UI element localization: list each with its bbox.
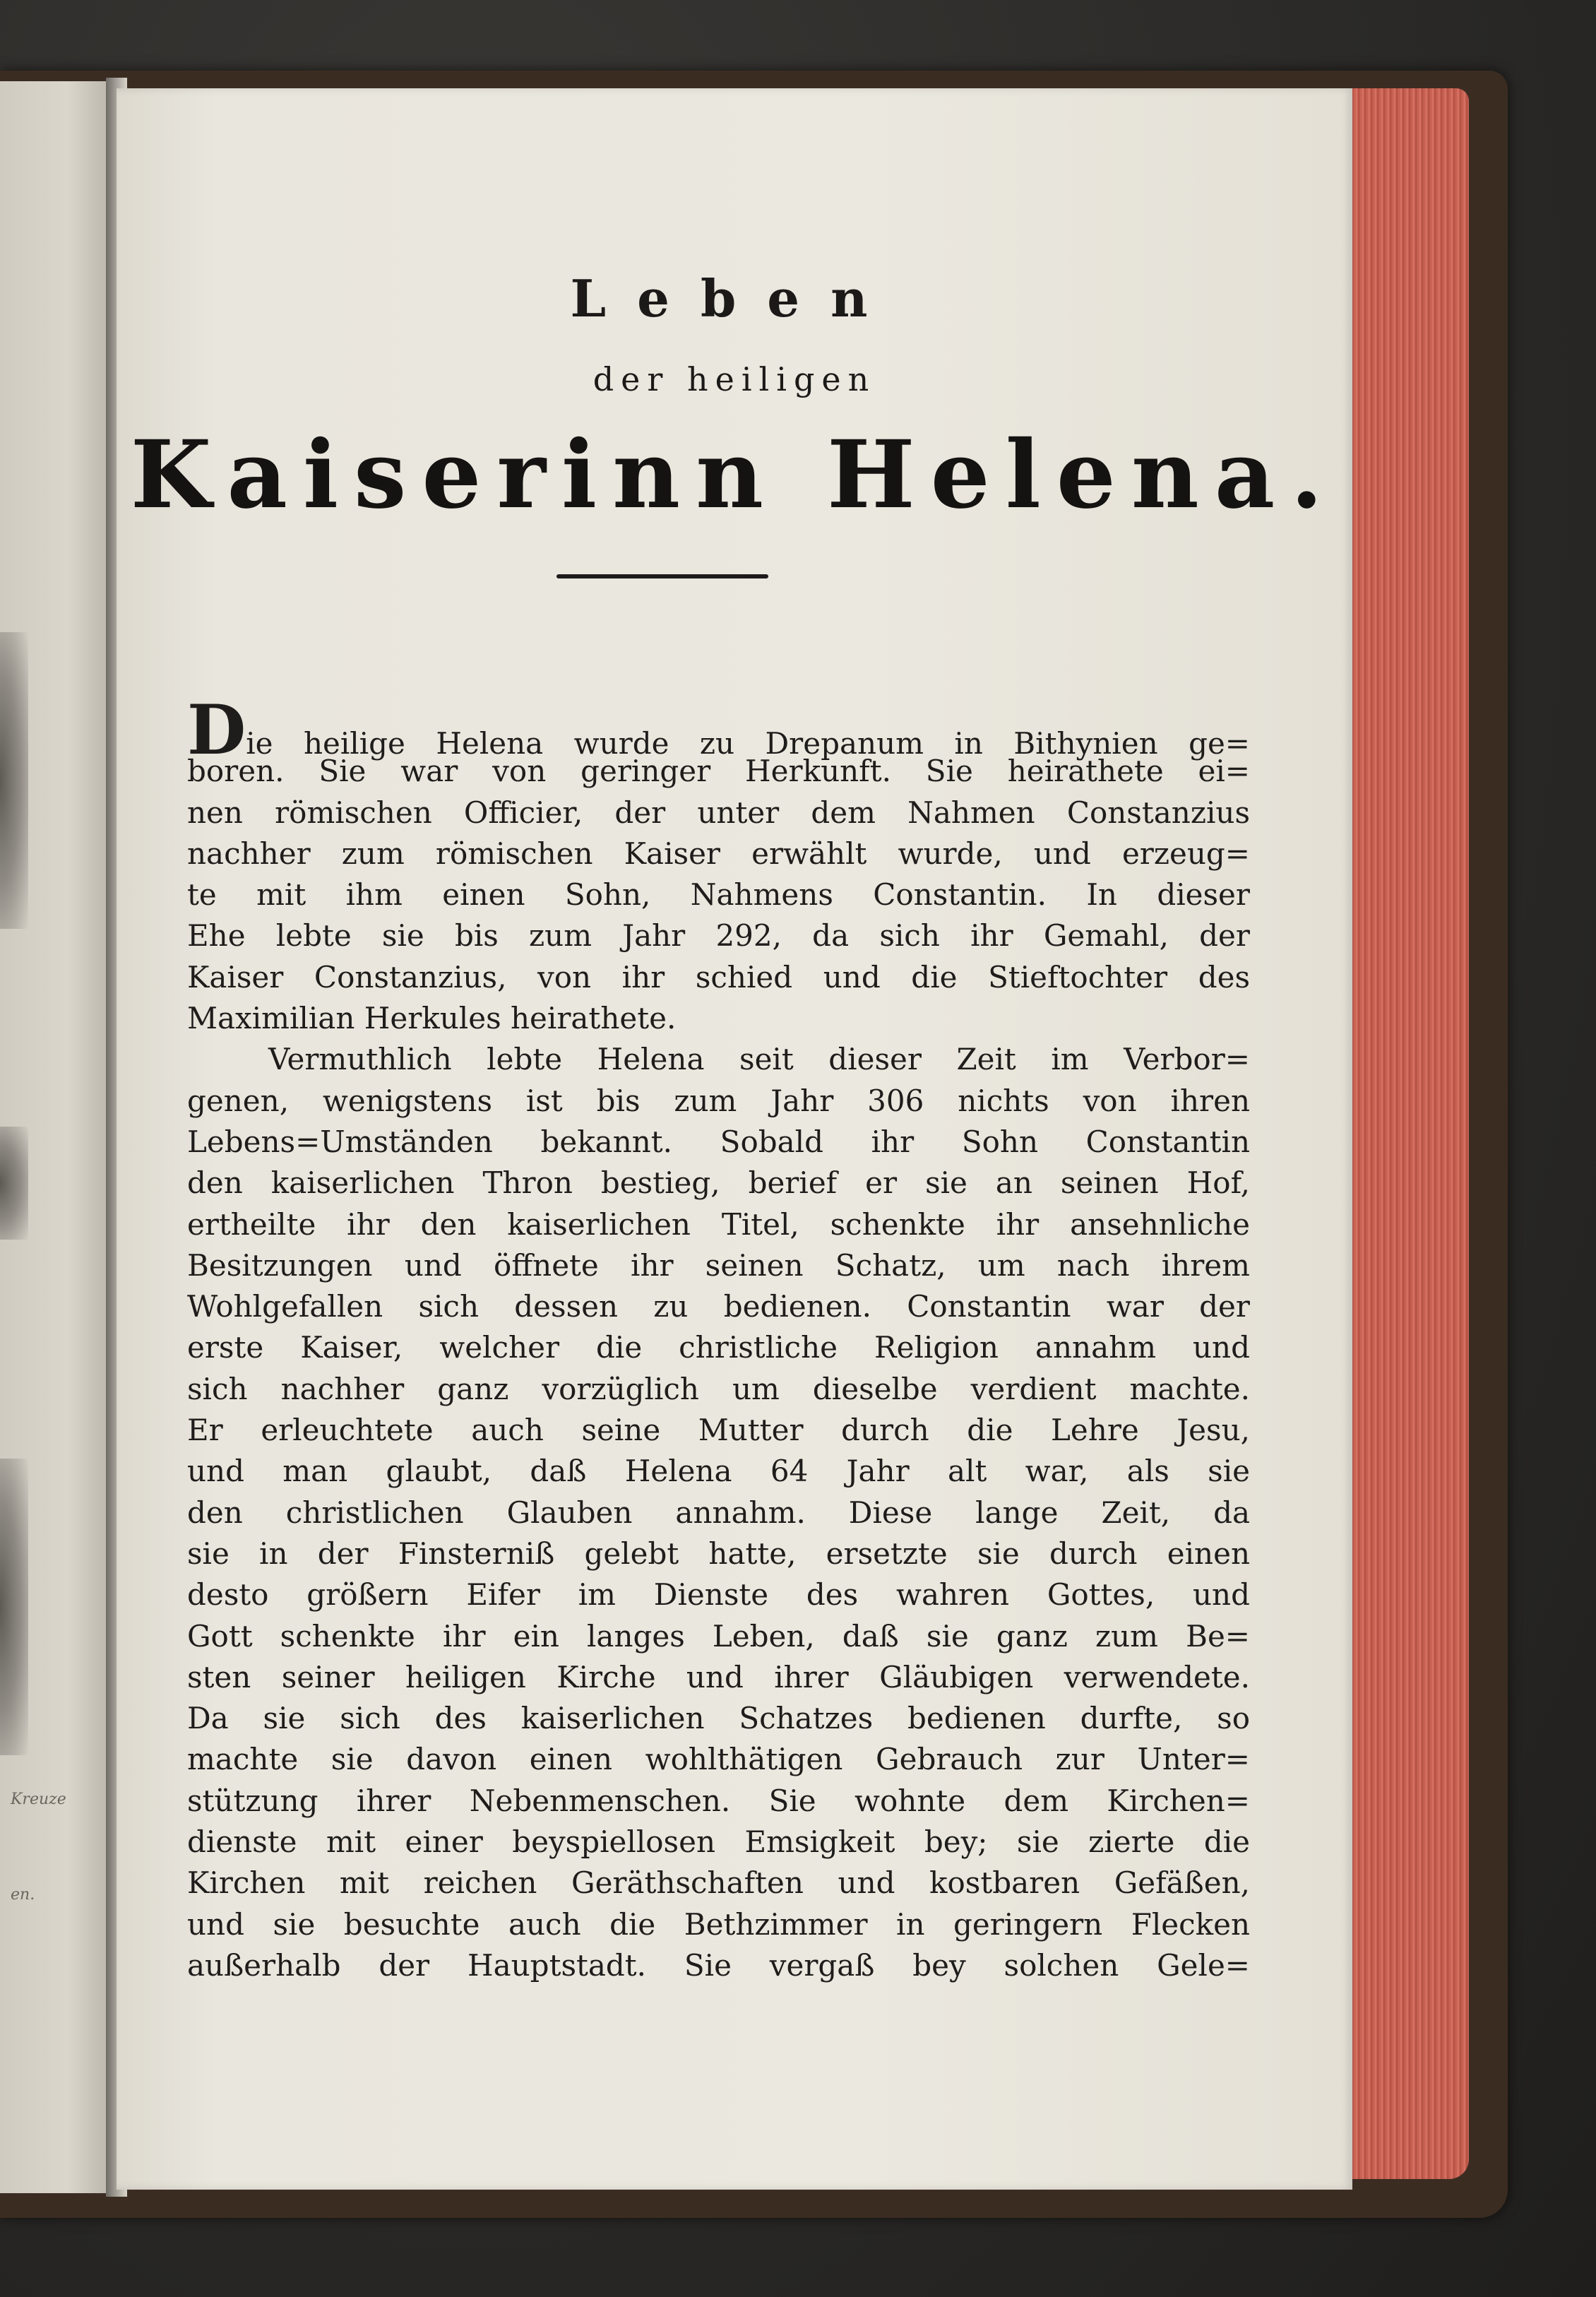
text-line: außerhalb der Hauptstadt. Sie vergaß bey solchen Gele= <box>187 1947 1250 1983</box>
text-line: nen römischen Officier, der unter dem Nahmen Constanzius <box>187 795 1250 830</box>
drop-cap: D <box>187 690 246 770</box>
main-page <box>117 88 1352 2190</box>
text-line: und man glaubt, daß Helena 64 Jahr alt war, als sie <box>187 1454 1250 1489</box>
left-engraving-top <box>0 632 28 929</box>
text-line: Kaiser Constanzius, von ihr schied und die Stieftochter des <box>187 959 1250 995</box>
left-caption-en: en. <box>11 1886 35 1904</box>
title-rule <box>556 574 768 578</box>
page-edges <box>1342 88 1469 2179</box>
text-line: den kaiserlichen Thron bestieg, berief er sie an seinen Hof, <box>187 1165 1250 1201</box>
text-line: stützung ihrer Nebenmenschen. Sie wohnte dem Kirchen= <box>187 1783 1250 1818</box>
text-line: Besitzungen und öffnete ihr seinen Schatz, um nach ihrem <box>187 1247 1250 1283</box>
left-engraving-bottom <box>0 1459 28 1755</box>
text-line: machte sie davon einen wohlthätigen Gebrauch zur Unter= <box>187 1742 1250 1777</box>
text-line: den christlichen Glauben annahm. Diese lange Zeit, da <box>187 1495 1250 1530</box>
text-line: Ehe lebte sie bis zum Jahr 292, da sich ihr Gemahl, der <box>187 918 1250 954</box>
text-line: erste Kaiser, welcher die christliche Religion annahm und <box>187 1330 1250 1365</box>
text-line: und sie besuchte auch die Bethzimmer in geringern Flecken <box>187 1906 1250 1942</box>
text-line: nachher zum römischen Kaiser erwählt wurde, und erzeug= <box>187 836 1250 871</box>
title-leben: Leben <box>570 268 899 328</box>
text-line: Da sie sich des kaiserlichen Schatzes bedienen durfte, so <box>187 1701 1250 1736</box>
text-line: dienste mit einer beyspiellosen Emsigkeit bey; sie zierte die <box>187 1824 1250 1860</box>
text-line: Er erleuchtete auch seine Mutter durch die Lehre Jesu, <box>187 1413 1250 1448</box>
text-line: Wohlgefallen sich dessen zu bedienen. Constantin war der <box>187 1289 1250 1324</box>
text-line: genen, wenigstens ist bis zum Jahr 306 nichts von ihren <box>187 1083 1250 1118</box>
text-line: sie in der Finsterniß gelebt hatte, ersetzte sie durch einen <box>187 1536 1250 1571</box>
text-line: Vermuthlich lebte Helena seit dieser Zeit im Verbor= <box>268 1042 1250 1077</box>
left-engraving-middle <box>0 1127 28 1240</box>
text-line: Gott schenkte ihr ein langes Leben, daß sie ganz zum Be= <box>187 1618 1250 1654</box>
left-page <box>0 81 113 2193</box>
text-line: desto größern Eifer im Dienste des wahren Gottes, und <box>187 1577 1250 1613</box>
title-der-heiligen: der heiligen <box>592 360 876 398</box>
left-caption-kreuze: Kreuze <box>11 1791 66 1808</box>
text-line: sich nachher ganz vorzüglich um dieselbe verdient machte. <box>187 1371 1250 1406</box>
text-line: ertheilte ihr den kaiserlichen Titel, schenkte ihr ansehnliche <box>187 1206 1250 1242</box>
text-line: te mit ihm einen Sohn, Nahmens Constantin. In dieser <box>187 877 1250 913</box>
title-kaiserinn-helena: Kaiserinn Helena. <box>130 420 1339 530</box>
text-line: Die heilige Helena wurde zu Drepanum in Bithynien ge= <box>187 690 1250 770</box>
text-line: Maximilian Herkules heirathete. <box>187 1001 677 1036</box>
text-line: boren. Sie war von geringer Herkunft. Sie heirathete ei= <box>187 754 1250 789</box>
text-line: sten seiner heiligen Kirche und ihrer Gläubigen verwendete. <box>187 1659 1250 1694</box>
text-line: Kirchen mit reichen Geräthschaften und kostbaren Gefäßen, <box>187 1865 1250 1901</box>
text-line: Lebens=Umständen bekannt. Sobald ihr Sohn Constantin <box>187 1124 1250 1159</box>
body-text <box>187 690 1250 1986</box>
